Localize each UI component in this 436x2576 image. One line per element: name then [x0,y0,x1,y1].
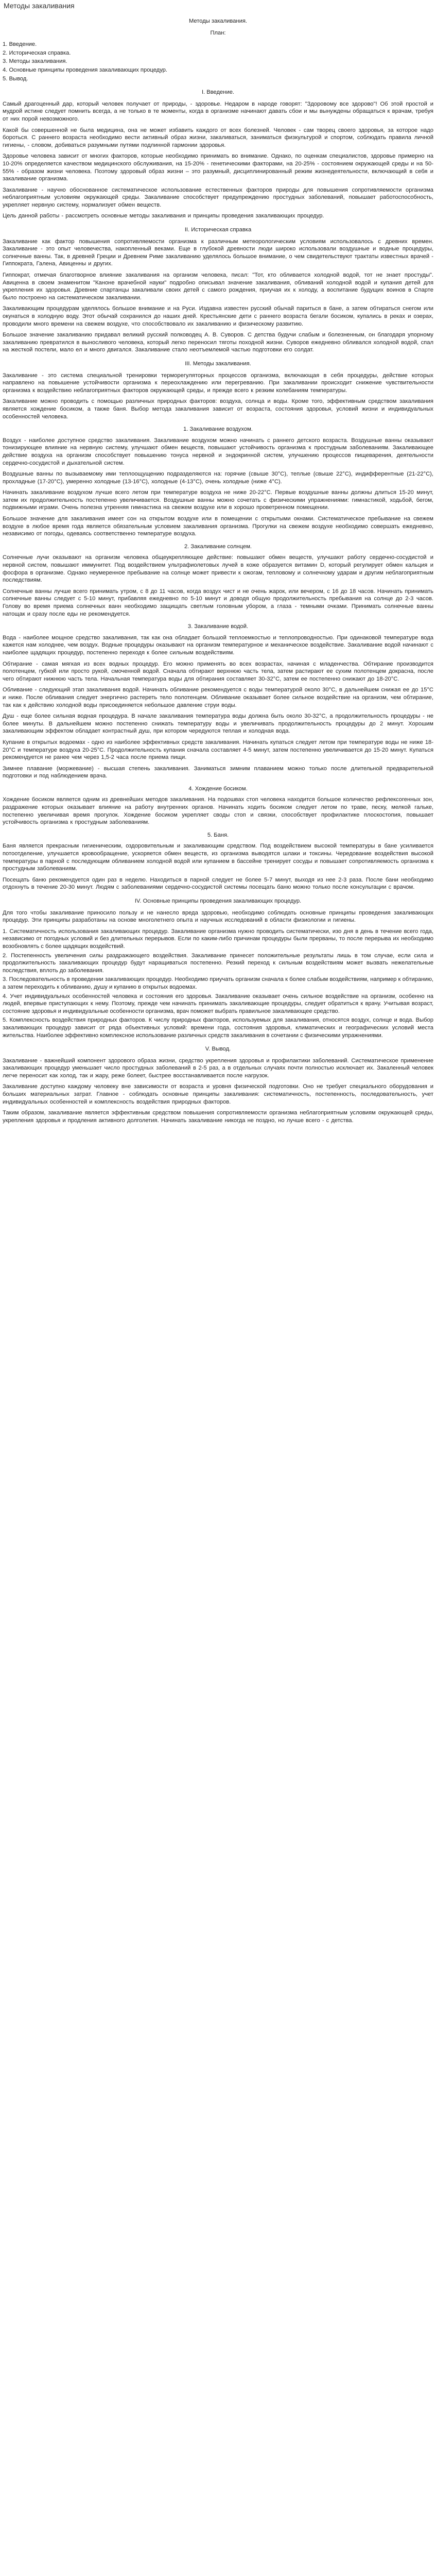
paragraph: Какой бы совершенной не была медицина, она не может избавить каждого от всех болезней. Человек - сам творец своего здоровья, за которое надо бороться. С раннего возраста необходимо вести активный образ жизни, закаливаться, заниматься физкультурой и спортом, соблюдать правила личной гигиены, - словом, добиваться разумными путями подлинной гармонии здоровья. [3,127,433,148]
list-item: 2. Постепенность увеличения силы раздражающего воздействия. Закаливание принесет положительные результаты лишь в том случае, если сила и продолжительность закаливающих процедур будут наращиваться постепенно. Резкий переход к сильным воздействиям может вызвать нежелательные последствия, вплоть до заболевания. [3,952,433,974]
paragraph: Обливание - следующий этап закаливания водой. Начинать обливание рекомендуется с воды температурой около 30°C, в дальнейшем снижая ее до 15°C и ниже. После обливания следует энергично растереть тело полотенцем. Обливание оказывает более сильное воздействие на организм, чем обтирание, так как к действию холодной воды присоединяется небольшое давление струи воды. [3,687,433,708]
paragraph: Цель данной работы - рассмотреть основные методы закаливания и принципы проведения закаливающих процедур. [3,213,324,219]
list-item: 5. Комплексность воздействия природных факторов. К числу природных факторов, используемых для закаливания, относятся воздух, солнце и вода. Выбор закаливающих процедур зависит от ряда объективных условий: времени года, состояния здоровья, климатических и географических условий места жительства. Наиболее эффективно комплексное использование различных средств закаливания в сочетании с физическими упражнениями. [3,1017,433,1039]
paragraph: Зимнее плавание (моржевание) - высшая степень закаливания. Заниматься зимним плаванием можно только после длительной предварительной подготовки и под наблюдением врача. [3,765,433,779]
paragraph: Таким образом, закаливание является эффективным средством повышения сопротивляемости организма неблагоприятным условиям окружающей среды, укрепления здоровья и продления активного долголетия. Начинать закаливание никогда не поздно, но лучше всего - с детства. [3,1110,433,1124]
plan-list [3,41,433,82]
paragraph: Воздух - наиболее доступное средство закаливания. Закаливание воздухом можно начинать с раннего детского возраста. Воздушные ванны оказывают тонизирующее влияние на нервную систему, улучшают обмен веществ, повышают устойчивость организма к простудным заболеваниям. Закаливающее действие воздуха на организм способствует повышению тонуса нервной и эндокринной систем, улучшению процессов пищеварения, деятельности сердечно-сосудистой и дыхательной систем. [3,437,433,466]
plan-item: 3. Методы закаливания. [3,58,67,65]
paragraph: Самый драгоценный дар, который человек получает от природы, - здоровье. Недаром в народе говорят: "Здоровому все здорово"! Об этой простой и мудрой истине следует помнить всегда, а не только в те моменты, когда в организме начинают давать сбои и мы вынуждены обращаться к врачам, требуя от них порой невозможного. [3,100,433,122]
section-heading: 4. Хождение босиком. [188,785,248,792]
paragraph: Душ - еще более сильная водная процедура. В начале закаливания температура воды должна быть около 30-32°C, а продолжительность процедуры - не более минуты. В дальнейшем можно постепенно снижать температуру воды и увеличивать продолжительность процедуры до 2 минут. Хорошим закаливающим эффектом обладает контрастный душ, при котором чередуются теплая и холодная вода. [3,713,433,735]
paragraph: Закаливание как фактор повышения сопротивляемости организма к различным метеорологическим условиям использовалось с древних времен. Закаливание - это опыт человечества, накопленный веками. Еще в глубокой древности люди широко использовали воздушные и водные процедуры, солнечные ванны. Так, в древней Греции и Древнем Риме закаливанию уделялось большое внимание, о чем свидетельствуют трактаты известных врачей - Гиппократа, Галена, Авиценны и других. [3,238,433,267]
paragraph: Баня является прекрасным гигиеническим, оздоровительным и закаливающим средством. Под воздействием высокой температуры в бане усиливается потоотделение, улучшается кровообращение, ускоряется обмен веществ, из организма выводятся шлаки и токсины. Чередование воздействия высокой температуры в парной с последующим обливанием холодной водой или купанием в бассейне тренирует сосуды и повышает сопротивляемость организма к простудным заболеваниям. [3,843,433,872]
paragraph: Посещать баню рекомендуется один раз в неделю. Находиться в парной следует не более 5-7 минут, выходя из нее 2-3 раза. После бани необходимо отдохнуть в течение 20-30 минут. Людям с заболеваниями сердечно-сосудистой системы посещать баню можно только после консультации с врачом. [3,876,433,891]
paragraph: Закаливание - научно обоснованное систематическое использование естественных факторов природы для повышения сопротивляемости организма неблагоприятным условиям окружающей среды. Закаливание способствует предупреждению простудных заболеваний, повышает работоспособность, укрепляет нервную систему, нормализует обмен веществ. [3,187,433,208]
paragraph: Большое значение для закаливания имеет сон на открытом воздухе или в помещении с открытыми окнами. Систематическое пребывание на свежем воздухе в любое время года является обязательным условием закаливания организма. Прогулки на свежем воздухе необходимо совершать ежедневно, независимо от погоды, одеваясь соответственно температуре воздуха. [3,516,433,537]
document-page [0,1,436,1138]
paragraph: Большое значение закаливанию придавал великий русский полководец А. В. Суворов. С детства будучи слабым и болезненным, он благодаря упорному закаливанию превратился в выносливого человека, который легко переносил тяготы походной жизни. Суворов ежедневно обливался холодной водой, спал на жесткой постели, мало ел и много двигался. Закаливание стало неотъемлемой частью подготовки его солдат. [3,332,433,353]
paragraph: Обтирание - самая мягкая из всех водных процедур. Его можно применять во всех возрастах, начиная с младенчества. Обтирание производится полотенцем, губкой или просто рукой, смоченной водой. Сначала обтирают верхнюю часть тела, затем растирают ее сухим полотенцем докрасна, после чего обтирают нижнюю часть тела. Начальная температура воды для обтирания составляет 30-32°C, затем ее постепенно снижают до 18-20°C. [3,660,433,682]
paragraph: Солнечные ванны лучше всего принимать утром, с 8 до 11 часов, когда воздух чист и не очень жарок, или вечером, с 16 до 18 часов. Начинать принимать солнечные ванны следует с 5-10 минут, прибавляя ежедневно по 5-10 минут и доводя общую продолжительность пребывания на солнце до 2-3 часов. Голову во время приема солнечных ванн необходимо защищать светлым головным убором, а глаза - темными очками. Принимать солнечные ванны натощак и сразу после еды не рекомендуется. [3,588,433,617]
paragraph: Закаливание можно проводить с помощью различных природных факторов: воздуха, солнца и воды. Кроме того, эффективным средством закаливания является хождение босиком, а также баня. Выбор метода закаливания зависит от возраста, состояния здоровья, условий жизни и индивидуальных особенностей человека. [3,398,433,420]
paragraph: Солнечные лучи оказывают на организм человека общеукрепляющее действие: повышают обмен веществ, улучшают работу сердечно-сосудистой и нервной систем, повышают иммунитет. Под воздействием ультрафиолетовых лучей в коже образуется витамин D, который регулирует обмен кальция и фосфора в организме. Однако неумеренное пребывание на солнце может привести к ожогам, тепловому и солнечному ударам и другим неблагоприятным последствиям. [3,554,433,584]
paragraph: Гиппократ, отмечая благотворное влияние закаливания на организм человека, писал: "Тот, кто обливается холодной водой, тот не знает простуды". Авиценна в своем знаменитом "Каноне врачебной науки" подробно описывал значение закаливания, обливаний холодной водой и купания детей для укрепления их здоровья. Древние спартанцы закаливали своих детей с самого рождения, приучая их к холоду, а воспитание будущих воинов в Спарте было построено на систематическом закаливании. [3,272,433,301]
section-heading: 1. Закаливание воздухом. [183,426,253,433]
list-item: 1. Систематичность использования закаливающих процедур. Закаливание организма нужно проводить систематически, изо дня в день в течение всего года, независимо от погодных условий и без длительных перерывов. Если по каким-либо причинам процедуры были прерваны, то после перерыва их необходимо возобновлять с более щадящих воздействий. [3,928,433,950]
plan-item: 2. Историческая справка. [3,49,71,56]
section-heading: 5. Баня. [207,832,229,838]
plan-item: 4. Основные принципы проведения закаливающих процедур. [3,66,168,73]
document-subtitle: Методы закаливания. [188,18,248,24]
paragraph: Купание в открытых водоемах - одно из наиболее эффективных средств закаливания. Начинать купаться следует летом при температуре воды не ниже 18-20°C и температуре воздуха 20-25°C. Продолжительность купания сначала составляет 4-5 минут, затем постепенно увеличивается до 15-20 минут. Купаться рекомендуется не ранее чем через 1,5-2 часа после приема пищи. [3,739,433,761]
section-heading: II. Историческая справка [184,227,252,233]
paragraph: Здоровье человека зависит от многих факторов, которые необходимо принимать во внимание. Однако, по оценкам специалистов, здоровье примерно на 10-20% определяется качеством медицинского обслуживания, на 15-20% - генетическими факторами, на 20-25% - состоянием окружающей среды и на 50-55% - образом жизни человека. Поэтому здоровый образ жизни – это разумный, дисциплинированный режим жизнедеятельности, включающий в себя и закаливание организма. [3,153,433,182]
plan-label: План: [210,29,226,36]
paragraph: Закаливание - важнейший компонент здорового образа жизни, средство укрепления здоровья и профилактики заболеваний. Систематическое применение закаливающих процедур уменьшает число простудных заболеваний в 2-5 раз, а в отдельных случаях почти полностью исключает их. Закаленный человек легче переносит как холод, так и жару, реже болеет, быстрее восстанавливается после нагрузок. [3,1057,433,1079]
plan-item: 5. Вывод. [3,75,28,82]
section-heading: IV. Основные принципы проведения закаливающих процедур. [134,898,302,904]
principles-list [3,928,433,1039]
paragraph: Закаливание доступно каждому человеку вне зависимости от возраста и уровня физической подготовки. Оно не требует специального оборудования и больших материальных затрат. Главное - соблюдать основные принципы закаливания: систематичность, постепенность, последовательность, учет индивидуальных особенностей и комплексность воздействия природных факторов. [3,1083,433,1105]
plan-item: 1. Введение. [3,41,37,48]
section-heading: III. Методы закаливания. [185,360,251,367]
list-item: 3. Последовательность в проведении закаливающих процедур. Необходимо приучать организм сначала к более слабым воздействиям, например к обтиранию, а затем переходить к обливанию, душу и купанию в открытых водоемах. [3,976,433,990]
section-heading: I. Введение. [201,89,235,96]
section-heading: 3. Закаливание водой. [187,623,249,630]
paragraph: Начинать закаливание воздухом лучше всего летом при температуре воздуха не ниже 20-22°C. Первые воздушные ванны должны длиться 15-20 минут, затем их продолжительность постепенно увеличивается. Воздушные ванны можно сочетать с физическими упражнениями: гимнастикой, ходьбой, бегом, подвижными играми. Очень полезна утренняя гимнастика на свежем воздухе или в хорошо проветренном помещении. [3,489,433,511]
document-title: Методы закаливания [4,2,75,10]
list-item: 4. Учет индивидуальных особенностей человека и состояния его здоровья. Закаливание оказывает очень сильное воздействие на организм, особенно на людей, впервые приступающих к нему. Поэтому, прежде чем начинать принимать закаливающие процедуры, следует обратиться к врачу. Учитывая возраст, состояние здоровья и индивидуальные особенности организма, врач поможет выбрать правильное закаливающее средство. [3,993,433,1014]
paragraph: Вода - наиболее мощное средство закаливания, так как она обладает большой теплоемкостью и теплопроводностью. При одинаковой температуре вода кажется нам холоднее, чем воздух. Водные процедуры оказывают на организм температурное и механическое воздействие. Закаливание водой начинают с наиболее щадящих процедур, постепенно переходя к более сильным воздействиям. [3,634,433,656]
paragraph: Воздушные ванны по вызываемому ими теплоощущению подразделяются на: горячие (свыше 30°C), теплые (свыше 22°C), индифферентные (21-22°C), прохладные (17-20°C), умеренно холодные (13-16°C), холодные (4-13°C), очень холодные (ниже 4°C). [3,471,433,485]
paragraph: Для того чтобы закаливание приносило пользу и не нанесло вреда здоровью, необходимо соблюдать основные принципы проведения закаливающих процедур. Эти принципы разработаны на основе многолетнего опыта и научных исследований в области физиологии и гигиены. [3,909,433,924]
paragraph: Хождение босиком является одним из древнейших методов закаливания. На подошвах стоп человека находится большое количество рефлексогенных зон, раздражение которых оказывает влияние на работу внутренних органов. Начинать ходить босиком следует летом по траве, песку, мелкой гальке, постепенно увеличивая время прогулок. Хождение босиком укрепляет своды стоп и связки, способствует профилактике плоскостопия, повышает устойчивость организма к простудным заболеваниям. [3,796,433,826]
section-heading: V. Вывод. [205,1046,231,1053]
document-body [3,89,433,1124]
paragraph: Закаливающим процедурам уделялось большое внимание и на Руси. Издавна известен русский обычай париться в бане, а затем обтираться снегом или окунаться в холодную воду. Этот обычай сохранился до наших дней. Крестьянские дети с раннего возраста бегали босиком, купались в реках и озерах, проводили много времени на свежем воздухе, что способствовало их закаливанию и физическому развитию. [3,306,433,327]
section-heading: 2. Закаливание солнцем. [184,543,252,550]
paragraph: Закаливание - это система специальной тренировки терморегуляторных процессов организма, включающая в себя процедуры, действие которых направлено на повышение устойчивости организма к переохлаждению или перегреванию. При закаливании происходит снижение чувствительности организма к воздействию неблагоприятных факторов окружающей среды, и прежде всего к резким колебаниям температуры. [3,372,433,394]
